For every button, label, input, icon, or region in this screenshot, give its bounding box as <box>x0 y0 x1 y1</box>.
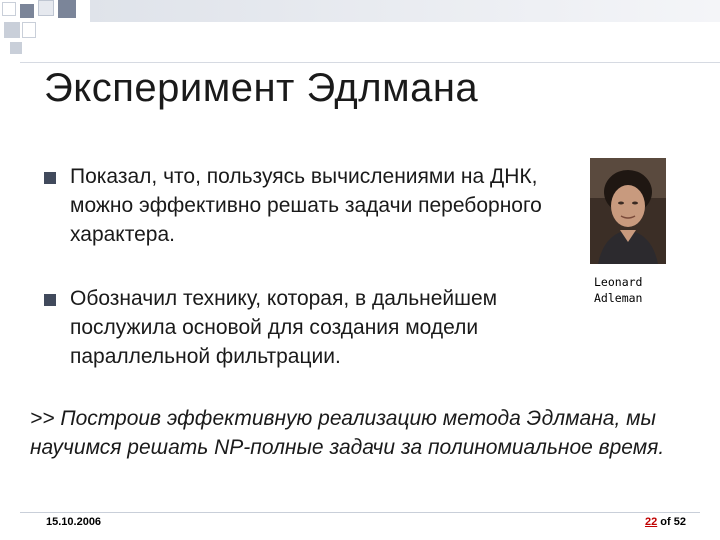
portrait-image <box>590 158 666 264</box>
footer-divider <box>20 512 700 513</box>
portrait-photo <box>590 158 666 264</box>
bullet-marker <box>44 172 56 184</box>
deco-square <box>22 22 36 38</box>
conclusion-note: >> Построив эффективную реализацию метода Эдлмана, мы научимся решать NP-полные задачи за полиномиальное время. <box>30 407 665 459</box>
caption-last-name: Adleman <box>594 291 643 305</box>
deco-square <box>10 42 22 54</box>
page-current: 22 <box>644 516 658 528</box>
title-divider <box>20 62 720 63</box>
deco-square <box>2 2 16 16</box>
bullet-marker <box>44 294 56 306</box>
deco-square <box>4 22 20 38</box>
deco-square <box>58 0 76 18</box>
deco-square <box>38 0 54 16</box>
bullet-text: Показал, что, пользуясь вычислениями на ДНК, можно эффективно решать задачи переборного характера. <box>70 165 542 246</box>
footer-date: 15.10.2006 <box>46 516 102 528</box>
slide-title: Эксперимент Эдлмана <box>44 66 479 110</box>
page-total: 52 <box>673 516 686 528</box>
page-number <box>645 516 686 528</box>
page-of: of <box>660 516 671 528</box>
bullet-text: Обозначил технику, которая, в дальнейшем послужила основой для создания модели параллельной фильтрации. <box>70 287 498 368</box>
top-band <box>90 0 720 22</box>
photo-caption <box>594 274 674 306</box>
caption-first-name: Leonard <box>594 275 643 289</box>
deco-square <box>20 4 34 18</box>
